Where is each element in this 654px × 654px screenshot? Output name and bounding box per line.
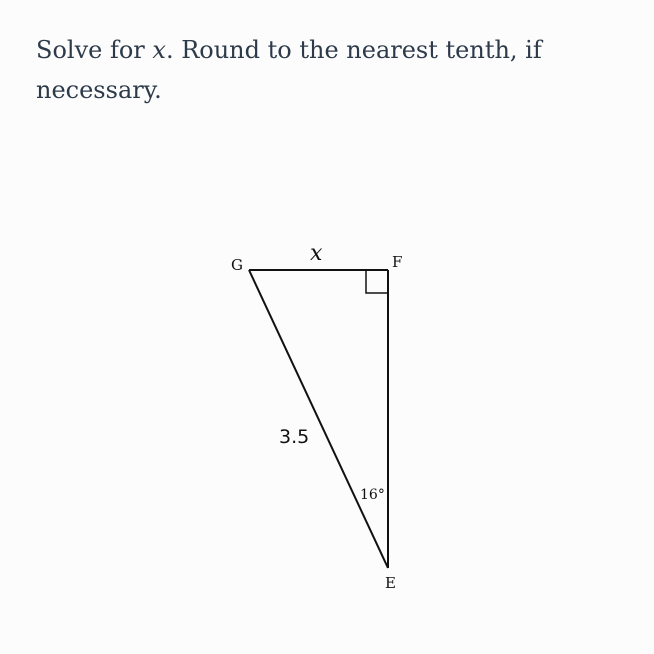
vertex-label-f: F: [392, 253, 403, 271]
triangle-shape: [249, 270, 388, 568]
question-prefix: Solve for: [36, 36, 153, 64]
question-variable: x: [152, 36, 166, 64]
side-label-gf: x: [310, 241, 323, 266]
side-ge: [249, 270, 388, 568]
question-suffix: . Round to the nearest tenth, if necessary.: [36, 36, 542, 104]
right-angle-marker: [366, 270, 388, 293]
angle-label-e: 16°: [360, 487, 385, 503]
side-label-ge: 3.5: [279, 426, 310, 448]
vertex-label-g: G: [231, 256, 243, 274]
vertex-label-e: E: [385, 574, 396, 592]
